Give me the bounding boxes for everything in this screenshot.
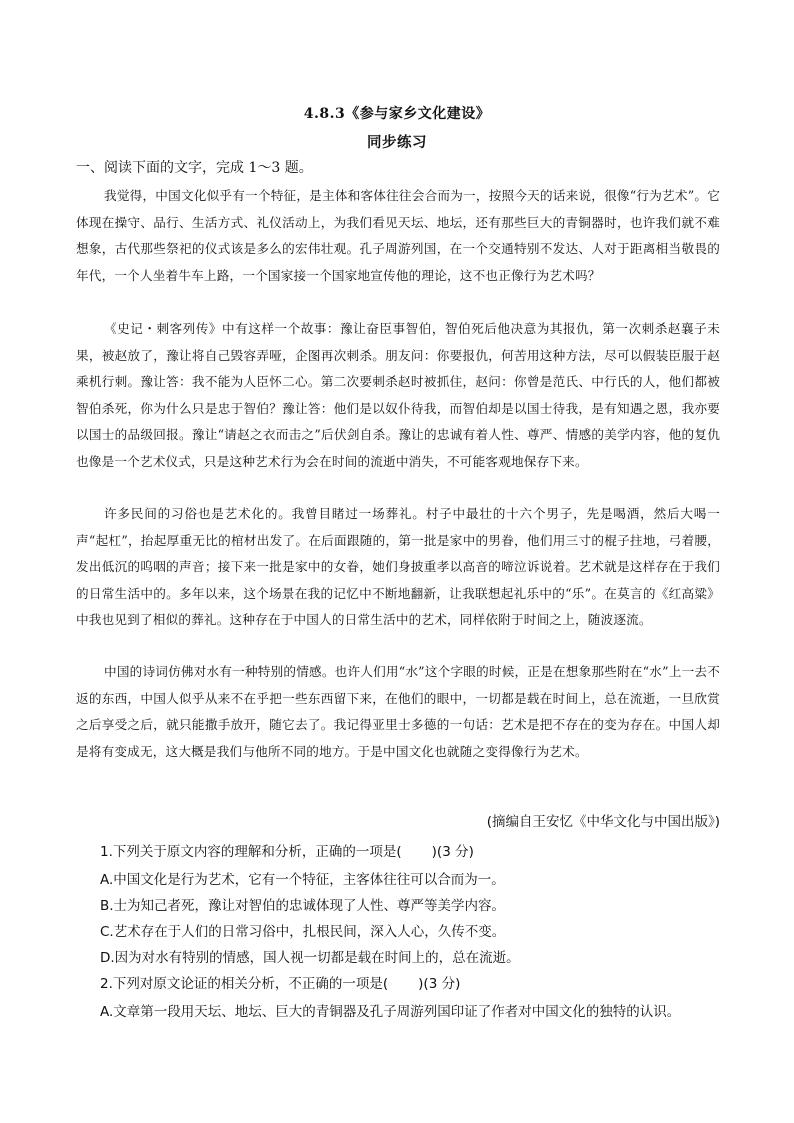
question-1-option-a: A.中国文化是行为艺术，它有一个特征，主客体往往可以合而为一。: [100, 872, 505, 888]
question-1-option-b: B.士为知己者死，豫让对智伯的忠诚体现了人性、尊严等美学内容。: [100, 898, 506, 914]
question-2-score: )(3 分): [418, 976, 461, 992]
passage-paragraph-3: 许多民间的习俗也是艺术化的。我曾目睹过一场葬礼。村子中最壮的十六个男子，先是喝酒，然后大喝一声“起杠”，抬起厚重无比的棺材出发了。在后面跟随的，第一批是家中的男眷，他们用三寸的棍子拄地，弓着腰，发出低沉的呜咽的声音；接下来一批是家中的女眷，她们身披重孝以高音的啼泣诉说着。艺术就是这样存在于我们的日常生活中的。多年以来，这个场景在我的记忆中不断地翻新，让我联想起礼乐中的“乐”。在莫言的《红高粱》中我也见到了相似的葬礼。这种存在于中国人的日常生活中的艺术，同样依附于时间之上，随波逐流。: [76, 506, 720, 627]
question-1-stem: [100, 840, 740, 860]
passage-paragraph-4: 中国的诗词仿佛对水有一种特别的情感。也许人们用“水”这个字眼的时候，正是在想象那些附在“水”上一去不返的东西，中国人似乎从来不在乎把一些东西留下来，在他们的眼中，一切都是载在时间上，总在流逝，一旦欣赏之后享受之后，就只能撒手放开，随它去了。我记得亚里士多德的一句话：艺术是把不存在的变为存在。中国人却是将有变成无，这大概是我们与他所不同的地方。于是中国文化也就随之变得像行为艺术。: [76, 664, 720, 759]
question-1-option-d: D.因为对水有特别的情感，国人视一切都是载在时间上的，总在流逝。: [100, 950, 520, 966]
document-title: 4.8.3《参与家乡文化建设》: [303, 106, 491, 122]
question-2-text: 2.下列对原文论证的相关分析，不正确的一项是(: [100, 976, 389, 992]
question-1-option-c: C.艺术存在于人们的日常习俗中，扎根民间，深入人心，久传不变。: [100, 924, 506, 940]
passage-paragraph-2: 《史记・刺客列传》中有这样一个故事：豫让奋臣事智伯，智伯死后他决意为其报仇，第一次刺杀赵襄子未果，被赵放了，豫让将自己毁容弄哑，企图再次刺杀。朋友问：你要报仇，何苦用这种方法，尽可以假装臣服于赵乘机行刺。豫让答：我不能为人臣怀二心。第二次要刺杀赵时被抓住，赵问：你曾是范氏、中行氏的人，他们都被智伯杀死，你为什么只是忠于智伯？豫让答：他们是以奴仆待我，而智伯却是以国士待我，是有知遇之恩，我亦要以国士的品级回报。豫让“请赵之衣而击之”后伏剑自杀。豫让的忠诚有着人性、尊严、情感的美学内容，他的复仇也像是一个艺术仪式，只是这种艺术行为会在时间的流逝中消失，不可能客观地保存下来。: [76, 321, 720, 469]
passage-paragraph-1: 我觉得，中国文化似乎有一个特征，是主体和客体往往会合而为一，按照今天的话来说，很像“行为艺术”。它体现在操守、品行、生活方式、礼仪活动上，为我们看见天坛、地坛，还有那些巨大的青铜器时，也许我们就不难想象，古代那些祭祀的仪式该是多么的宏伟壮观。孔子周游列国，在一个交通特别不发达、人对于距离相当敬畏的年代，一个人坐着牛车上路，一个国家接一个国家地宣传他的理论，这不也正像行为艺术吗？: [76, 188, 720, 283]
section-heading: 一、阅读下面的文字，完成 1～3 题。: [76, 160, 313, 176]
passage-source: (摘编自王安忆《中华文化与中国出版》): [486, 814, 720, 830]
question-1-score: )(3 分): [431, 844, 474, 860]
document-subtitle: 同步练习: [367, 134, 427, 151]
question-2-option-a: A.文章第一段用天坛、地坛、巨大的青铜器及孔子周游列国印证了作者对中国文化的独特的认识。: [100, 1004, 681, 1020]
question-2-stem: [100, 972, 740, 992]
question-1-text: 1.下列关于原文内容的理解和分析，正确的一项是(: [100, 844, 402, 860]
